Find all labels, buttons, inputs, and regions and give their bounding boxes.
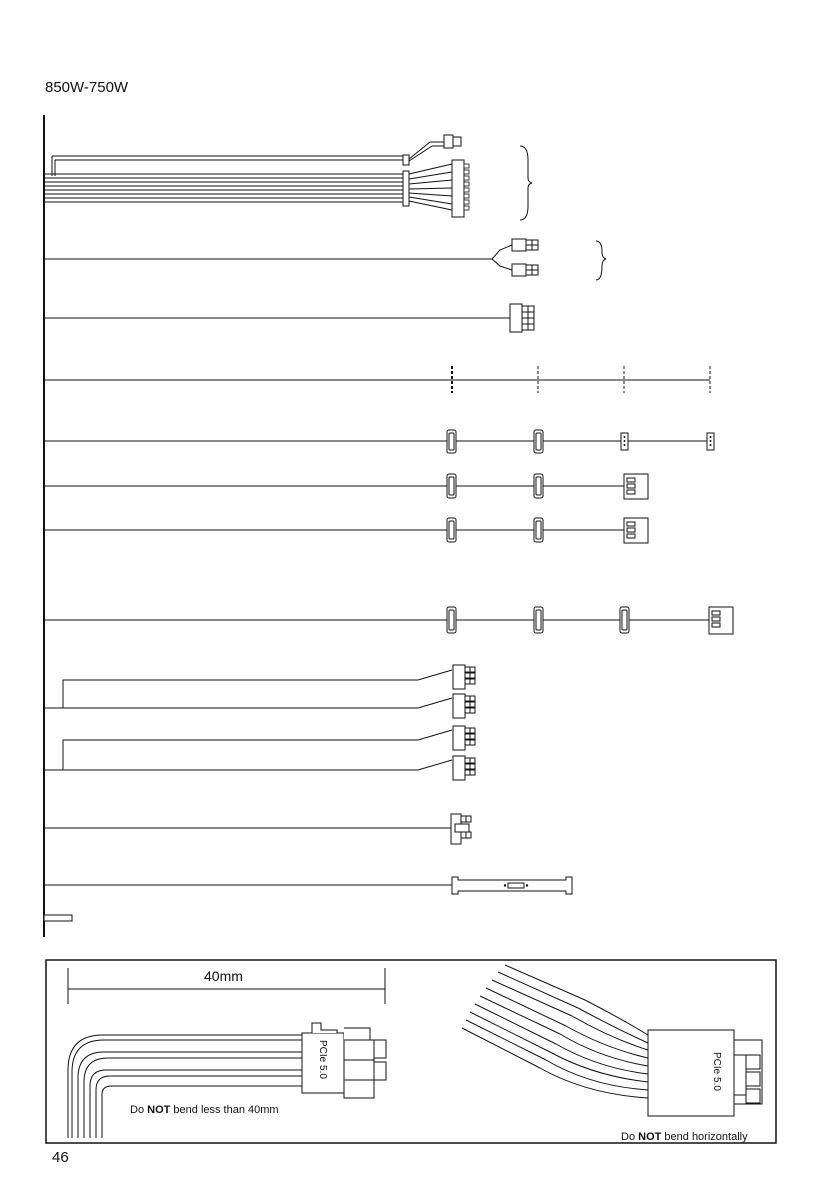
pcie5-cable bbox=[44, 814, 471, 844]
placeholder-chain bbox=[44, 366, 710, 393]
dimension-label: 40mm bbox=[204, 968, 243, 984]
cpu-8pin-cable bbox=[44, 304, 534, 332]
note-suffix: bend horizontally bbox=[661, 1131, 748, 1143]
psu-tab bbox=[44, 915, 72, 921]
page-number: 46 bbox=[52, 1149, 69, 1166]
sata-chain-c bbox=[44, 607, 733, 634]
note-prefix: Do bbox=[621, 1131, 639, 1143]
pcie-cables bbox=[44, 665, 475, 780]
pcie5-label-right: PCIe 5.0 bbox=[711, 1052, 722, 1091]
pcie5-connector-left bbox=[302, 1023, 386, 1098]
bracket-eps bbox=[596, 241, 606, 280]
note-prefix: Do bbox=[130, 1104, 148, 1116]
pcie-connector bbox=[453, 726, 475, 750]
slot-bracket-cable bbox=[44, 877, 572, 894]
eps-cable bbox=[44, 239, 606, 280]
atx-sleeve bbox=[403, 171, 409, 206]
note-emphasis: NOT bbox=[147, 1104, 171, 1116]
sata-chain-b bbox=[44, 518, 648, 543]
pcie-connector bbox=[453, 665, 475, 689]
pcie5-label-left: PCIe 5.0 bbox=[317, 1040, 328, 1079]
sata-molex-chain bbox=[44, 430, 714, 453]
fanned-cable bbox=[462, 965, 648, 1098]
bent-cable bbox=[68, 1035, 302, 1138]
atx-24pin-cable bbox=[44, 135, 532, 220]
model-heading: 850W-750W bbox=[45, 79, 129, 96]
note-suffix: bend less than 40mm bbox=[170, 1104, 279, 1116]
pcie5-connector-right bbox=[648, 1030, 762, 1116]
sense-connector bbox=[444, 135, 453, 148]
bracket-atx bbox=[520, 146, 532, 220]
atx-24pin-connector bbox=[452, 160, 464, 217]
bend-direction-note bbox=[621, 1131, 748, 1143]
note-emphasis: NOT bbox=[638, 1131, 662, 1143]
sata-chain-a bbox=[44, 474, 648, 499]
pcie-connector bbox=[453, 756, 475, 780]
eps-connector-a bbox=[512, 239, 526, 251]
atx-main-wires bbox=[44, 174, 404, 202]
pcie-connector bbox=[453, 694, 475, 718]
eps-connector-b bbox=[512, 264, 526, 276]
sense-splitter-sleeve bbox=[403, 155, 409, 165]
bracket-port bbox=[508, 883, 524, 888]
bend-radius-note bbox=[130, 1104, 279, 1116]
cpu-8pin-connector bbox=[510, 304, 522, 332]
